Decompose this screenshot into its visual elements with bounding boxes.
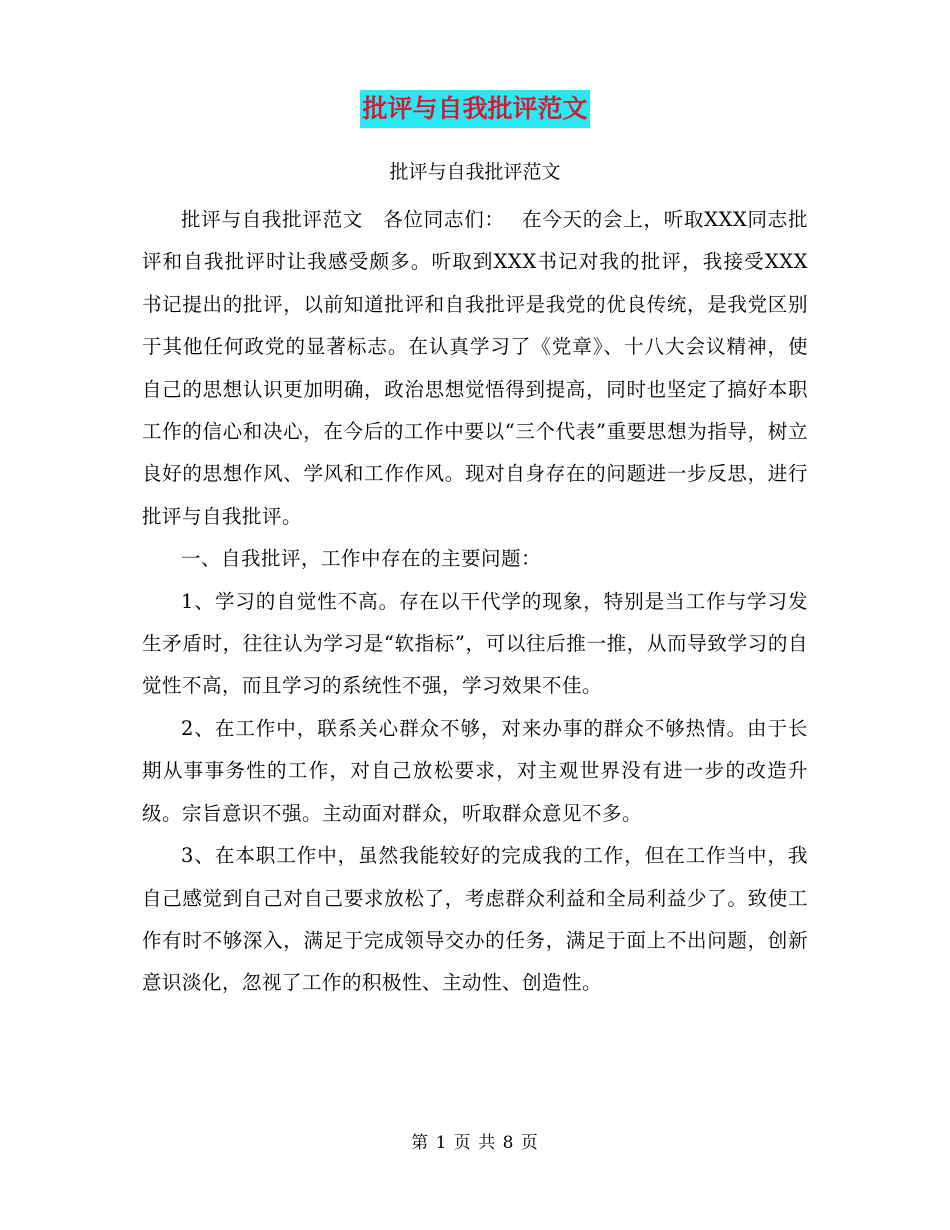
- paragraph-intro: 批评与自我批评范文 各位同志们： 在今天的会上，听取XXX同志批评和自我批评时让我感受颇多。听取到XXX书记对我的批评，我接受XXX书记提出的批评，以前知道批评和自我批评是我党的优良传统，是我党区别于其他任何政党的显著标志。在认真学习了《党章》、十八大会议精神，使自己的思想认识更加明确，政治思想觉悟得到提高，同时也坚定了搞好本职工作的信心和决心，在今后的工作中要以“三个代表”重要思想为指导，树立良好的思想作风、学风和工作作风。现对自身存在的问题进一步反思，进行批评与自我批评。: [142, 208, 808, 528]
- document-body: [142, 199, 808, 1005]
- document-title: 批评与自我批评范文: [360, 90, 589, 128]
- paragraph-item-2: 2、在工作中，联系关心群众不够，对来办事的群众不够热情。由于长期从事事务性的工作，对自己放松要求，对主观世界没有进一步的改造升级。宗旨意识不强。主动面对群众，听取群众意见不多。: [142, 716, 808, 825]
- title-container: [0, 90, 950, 128]
- document-subtitle: 批评与自我批评范文: [389, 161, 561, 183]
- section-heading-self-criticism: 一、自我批评，工作中存在的主要问题：: [181, 547, 542, 571]
- paragraph-item-1: 1、学习的自觉性不高。存在以干代学的现象，特别是当工作与学习发生矛盾时，往往认为学习是“软指标”，可以往后推一推，从而导致学习的自觉性不高，而且学习的系统性不强，学习效果不佳。: [142, 589, 808, 698]
- page-footer: 第 1 页 共 8 页: [411, 1133, 539, 1153]
- paragraph-item-3: 3、在本职工作中，虽然我能较好的完成我的工作，但在工作当中，我自己感觉到自己对自己要求放松了，考虑群众利益和全局利益少了。致使工作有时不够深入，满足于完成领导交办的任务，满足于面上不出问题，创新意识淡化，忽视了工作的积极性、主动性、创造性。: [142, 844, 808, 995]
